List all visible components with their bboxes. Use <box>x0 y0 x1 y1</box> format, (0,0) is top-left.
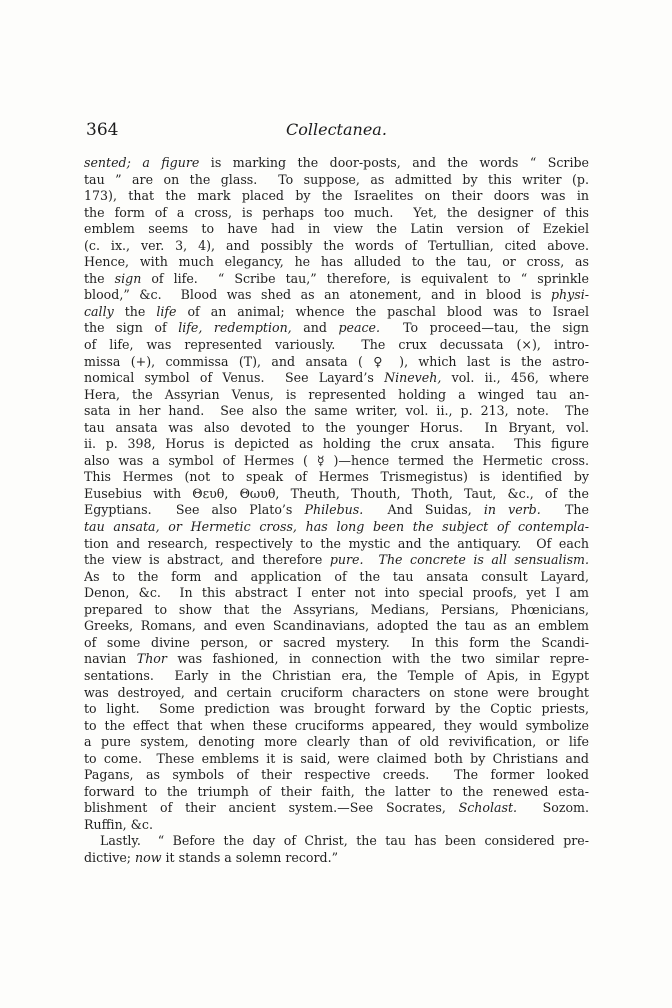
text-line <box>84 354 589 371</box>
text-run: ii. p. 398, Horus is depicted as holding the crux ansata. This figure <box>84 436 589 452</box>
italic-text: Nineveh, <box>384 370 442 386</box>
italic-text: a figure <box>142 155 200 170</box>
text-run: was fashioned, in connection with the two similar repre- <box>166 651 589 667</box>
text-line <box>84 751 589 768</box>
italic-text: Philebus. <box>304 502 364 518</box>
text-line <box>84 287 589 304</box>
italic-text: in verb. <box>483 502 541 518</box>
text-run: a pure system, denoting more clearly than of old revivification, or life <box>84 734 589 750</box>
text-run: and <box>291 320 339 336</box>
text-run: And Suidas, <box>363 502 484 518</box>
text-line <box>84 833 589 850</box>
text-line <box>84 436 589 453</box>
text-run: of an animal; whence the paschal blood was to Israel <box>176 303 589 319</box>
text-line <box>84 337 589 354</box>
italic-text: cally <box>84 303 114 319</box>
body-text <box>84 155 589 867</box>
text-line <box>84 172 589 189</box>
italic-text: physi- <box>550 287 589 303</box>
text-run: dictive; <box>84 849 136 865</box>
text-line <box>84 701 589 718</box>
text-run: Lastly. “ Before the day of Christ, the tau has been considered pre- <box>100 833 589 849</box>
text-run: to the effect that when these cruciforms appeared, they would symbolize <box>84 717 589 733</box>
italic-text: tau ansata, or Hermetic cross, has long been the subject of contempla- <box>84 519 589 535</box>
text-run: in <box>576 188 589 204</box>
text-run: The <box>540 502 589 518</box>
text-run: Denon, &c. In this abstract I enter not into special proofs, yet I am <box>84 585 589 601</box>
text-run: to come. These emblems it is said, were claimed both by Christians and <box>84 750 589 766</box>
text-run: emblem seems to have had in view the Latin version of Ezekiel <box>84 221 589 237</box>
text-run: prepared to show that the Assyrians, Medians, Persians, Phœnicians, <box>84 601 589 617</box>
text-line <box>84 569 589 586</box>
text-line <box>84 817 589 834</box>
text-line <box>84 205 589 222</box>
text-run: This Hermes (not to speak of Hermes Trismegistus) is identified by <box>84 469 589 485</box>
text-run: blood,” &c. Blood was shed as an atonement, and in blood is <box>84 287 551 303</box>
page-number: 364 <box>86 120 119 140</box>
text-line <box>84 651 589 668</box>
text-line <box>84 618 589 635</box>
text-line <box>84 155 589 172</box>
text-line <box>84 519 589 536</box>
text-run: tau ansata was also devoted to the younger Horus. In Bryant, vol. <box>84 419 589 435</box>
text-run: tion and research, respectively to the mystic and the antiquary. Of each <box>84 535 589 551</box>
text-line <box>84 800 589 817</box>
italic-text: Scholast. <box>458 800 518 816</box>
text-line <box>84 718 589 735</box>
italic-text: now <box>135 849 162 865</box>
text-run: also was a symbol of Hermes ( ☿ )—hence termed the Hermetic cross. <box>84 452 589 468</box>
italic-text: The concrete is all sensualism. <box>378 552 589 568</box>
text-run: was destroyed, and certain cruciform characters on stone were brought <box>84 684 589 700</box>
text-run: Ruffin, &c. <box>84 816 153 832</box>
italic-text: pure. <box>329 552 364 568</box>
text-run: the <box>113 303 157 319</box>
text-run: of some divine person, or sacred mystery. In this form the Scandi- <box>84 634 589 650</box>
text-line <box>84 850 589 867</box>
text-line <box>84 238 589 255</box>
text-line <box>84 387 589 404</box>
running-title: Collectanea. <box>286 120 387 139</box>
text-run: the view is abstract, and therefore <box>84 552 330 568</box>
text-run: Eusebius with Θευθ, Θωυθ, Theuth, Thouth, Thoth, Taut, &c., of the <box>84 485 589 501</box>
text-run: of life, was represented variously. The crux decussata (×), intro- <box>84 337 589 353</box>
italic-text: sented; <box>84 155 143 170</box>
text-line <box>84 320 589 337</box>
text-line <box>84 469 589 486</box>
text-run: As to the form and application of the tau ansata consult Layard, <box>84 568 589 584</box>
text-run: is marking the door-posts, and the words “ Scribe <box>199 155 589 170</box>
text-run <box>364 552 379 567</box>
text-line <box>84 271 589 288</box>
text-run: navian <box>84 651 137 667</box>
text-run: missa (+), commissa (T), and ansata ( ♀ ), which last is the astro- <box>84 353 589 369</box>
text-run: nomical symbol of Venus. See Layard’s <box>84 370 385 386</box>
text-run: sentations. Early in the Christian era, the Temple of Apis, in Egypt <box>84 667 589 683</box>
text-run: of life. “ Scribe tau,” therefore, is equivalent to “ sprinkle <box>141 270 589 286</box>
text-run: tau ” are on the glass. To suppose, as admitted by this writer (p. <box>84 171 589 187</box>
text-run: it stands a solemn record.” <box>161 849 339 865</box>
text-line <box>84 784 589 801</box>
italic-text: Thor <box>136 651 167 667</box>
text-line <box>84 602 589 619</box>
text-line <box>84 403 589 420</box>
text-run: Hera, the Assyrian Venus, is represented holding a winged tau an- <box>84 386 589 402</box>
text-run: Hence, with much elegancy, he has alluded to the tau, or cross, as <box>84 254 589 270</box>
text-run: forward to the triumph of their faith, the latter to the renewed esta- <box>84 783 589 799</box>
text-line <box>84 552 589 569</box>
text-line <box>84 635 589 652</box>
italic-text: peace. <box>338 320 381 336</box>
text-run: Sozom. <box>517 800 589 816</box>
text-run: the form of a cross, is perhaps too much. Yet, the designer of this <box>84 204 589 220</box>
text-run: (c. ix., ver. 3, 4), and possibly the words of Tertullian, cited above. <box>84 237 589 253</box>
text-line <box>84 536 589 553</box>
text-run: the <box>84 270 115 286</box>
text-run: vol. ii., 456, where <box>441 370 589 386</box>
text-run: to light. Some prediction was brought forward by the Coptic priests, <box>84 701 589 717</box>
text-line <box>84 221 589 238</box>
text-run: the sign of <box>84 320 179 336</box>
text-run: blishment of their ancient system.—See Socrates, <box>84 800 459 816</box>
text-run: To proceed—tau, the sign <box>380 320 589 336</box>
text-run: Greeks, Romans, and even Scandinavians, adopted the tau as an emblem <box>84 618 589 634</box>
text-line <box>84 734 589 751</box>
text-line <box>84 585 589 602</box>
text-line <box>84 767 589 784</box>
text-line <box>84 685 589 702</box>
text-line <box>84 486 589 503</box>
text-line <box>84 370 589 387</box>
text-line <box>84 420 589 437</box>
text-line <box>84 453 589 470</box>
text-line <box>84 668 589 685</box>
text-line <box>84 188 589 205</box>
text-line <box>84 502 589 519</box>
text-line <box>84 304 589 321</box>
text-run: Egyptians. See also Plato’s <box>84 502 305 518</box>
italic-text: life, redemption, <box>178 320 292 336</box>
text-run: sata in her hand. See also the same writer, vol. ii., p. 213, note. The <box>84 403 589 419</box>
italic-text: sign <box>114 270 142 286</box>
text-run: Pagans, as symbols of their respective creeds. The former looked <box>84 767 589 783</box>
page-header <box>86 120 586 144</box>
text-run: 173), that the mark placed by the Israelites on their doors was <box>84 188 577 204</box>
text-line <box>84 254 589 271</box>
italic-text: life <box>156 303 177 319</box>
